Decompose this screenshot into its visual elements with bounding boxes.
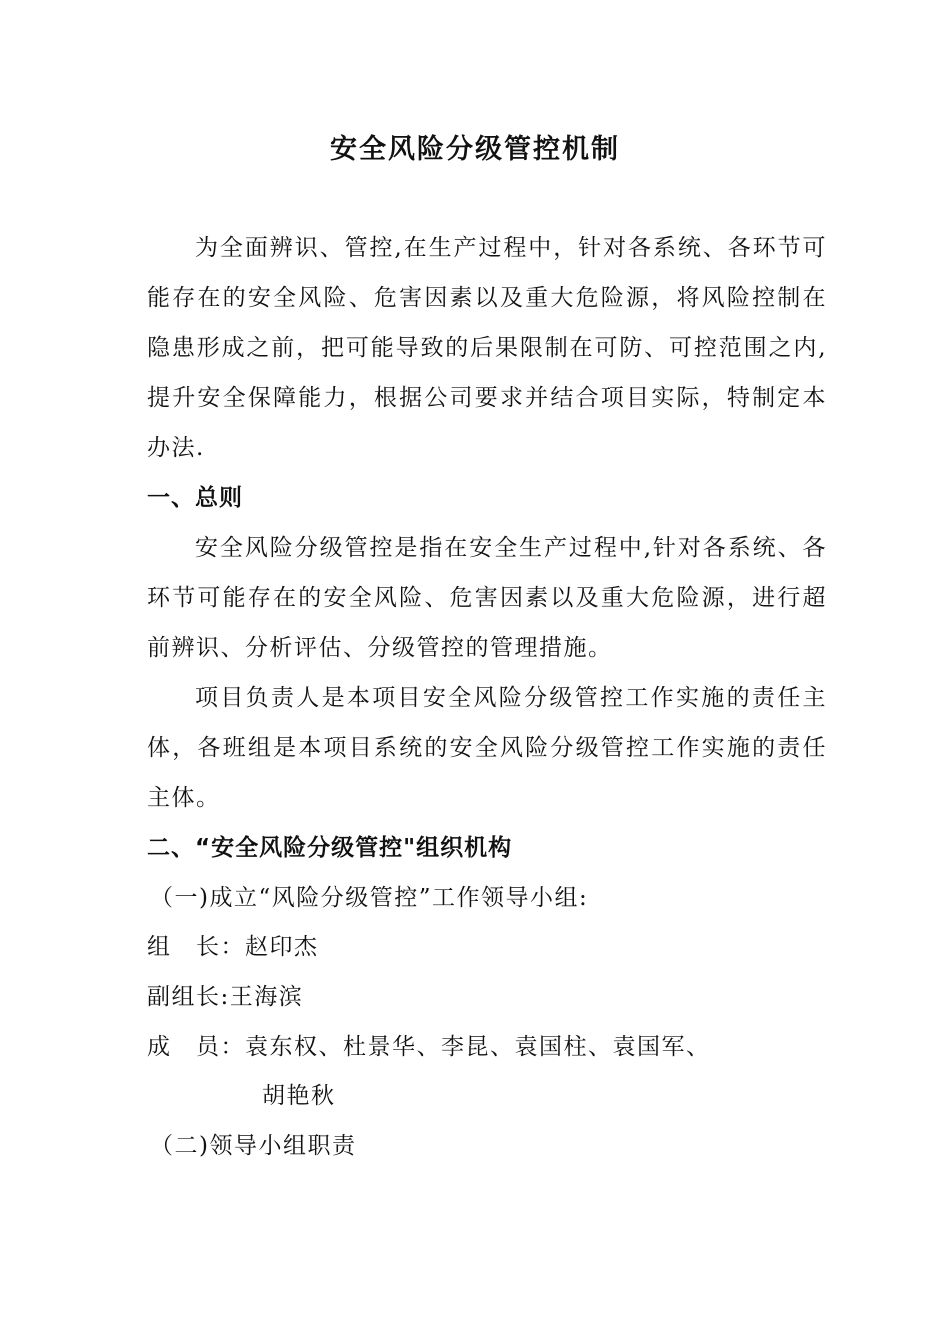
members-names: 袁东权、杜景华、李昆、袁国柱、袁国军、 — [245, 1034, 711, 1060]
section2-subheading-1: （一)成立“风险分级管控”工作领导小组: — [150, 885, 589, 911]
document-title: 安全风险分级管控机制 — [330, 134, 620, 165]
leader-label: 组 长： — [147, 934, 245, 960]
section1-paragraph-1: 安全风险分级管控是指在安全生产过程中,针对各系统、各环节可能存在的安全风险、危害因素以及重大危险源，进行超前辨识、分析评估、分级管控的管理措施。 — [147, 535, 827, 661]
section2-subheading-2: （二)领导小组职责 — [150, 1133, 357, 1159]
deputy-line — [147, 972, 303, 1022]
section1-paragraph-2: 项目负责人是本项目安全风险分级管控工作实施的责任主体，各班组是本项目系统的安全风险分级管控工作实施的责任主体。 — [147, 685, 827, 811]
members-continuation: 胡艳秋 — [262, 1083, 336, 1109]
intro-paragraph: 为全面辨识、管控,在生产过程中，针对各系统、各环节可能存在的安全风险、危害因素以及重大危险源，将风险控制在隐患形成之前，把可能导致的后果限制在可防、可控范围之内,提升安全保障能力，根据公司要求并结合项目实际，特制定本办法. — [147, 235, 827, 461]
leader-name: 赵印杰 — [245, 934, 319, 960]
section2-heading: 二、“安全风险分级管控"组织机构 — [147, 835, 513, 861]
members-label: 成 员： — [147, 1034, 245, 1060]
deputy-label: 副组长: — [147, 984, 230, 1010]
section1-heading: 一、总则 — [147, 485, 243, 511]
deputy-name: 王海滨 — [229, 984, 304, 1010]
leader-line — [147, 922, 319, 972]
members-line — [147, 1022, 711, 1072]
